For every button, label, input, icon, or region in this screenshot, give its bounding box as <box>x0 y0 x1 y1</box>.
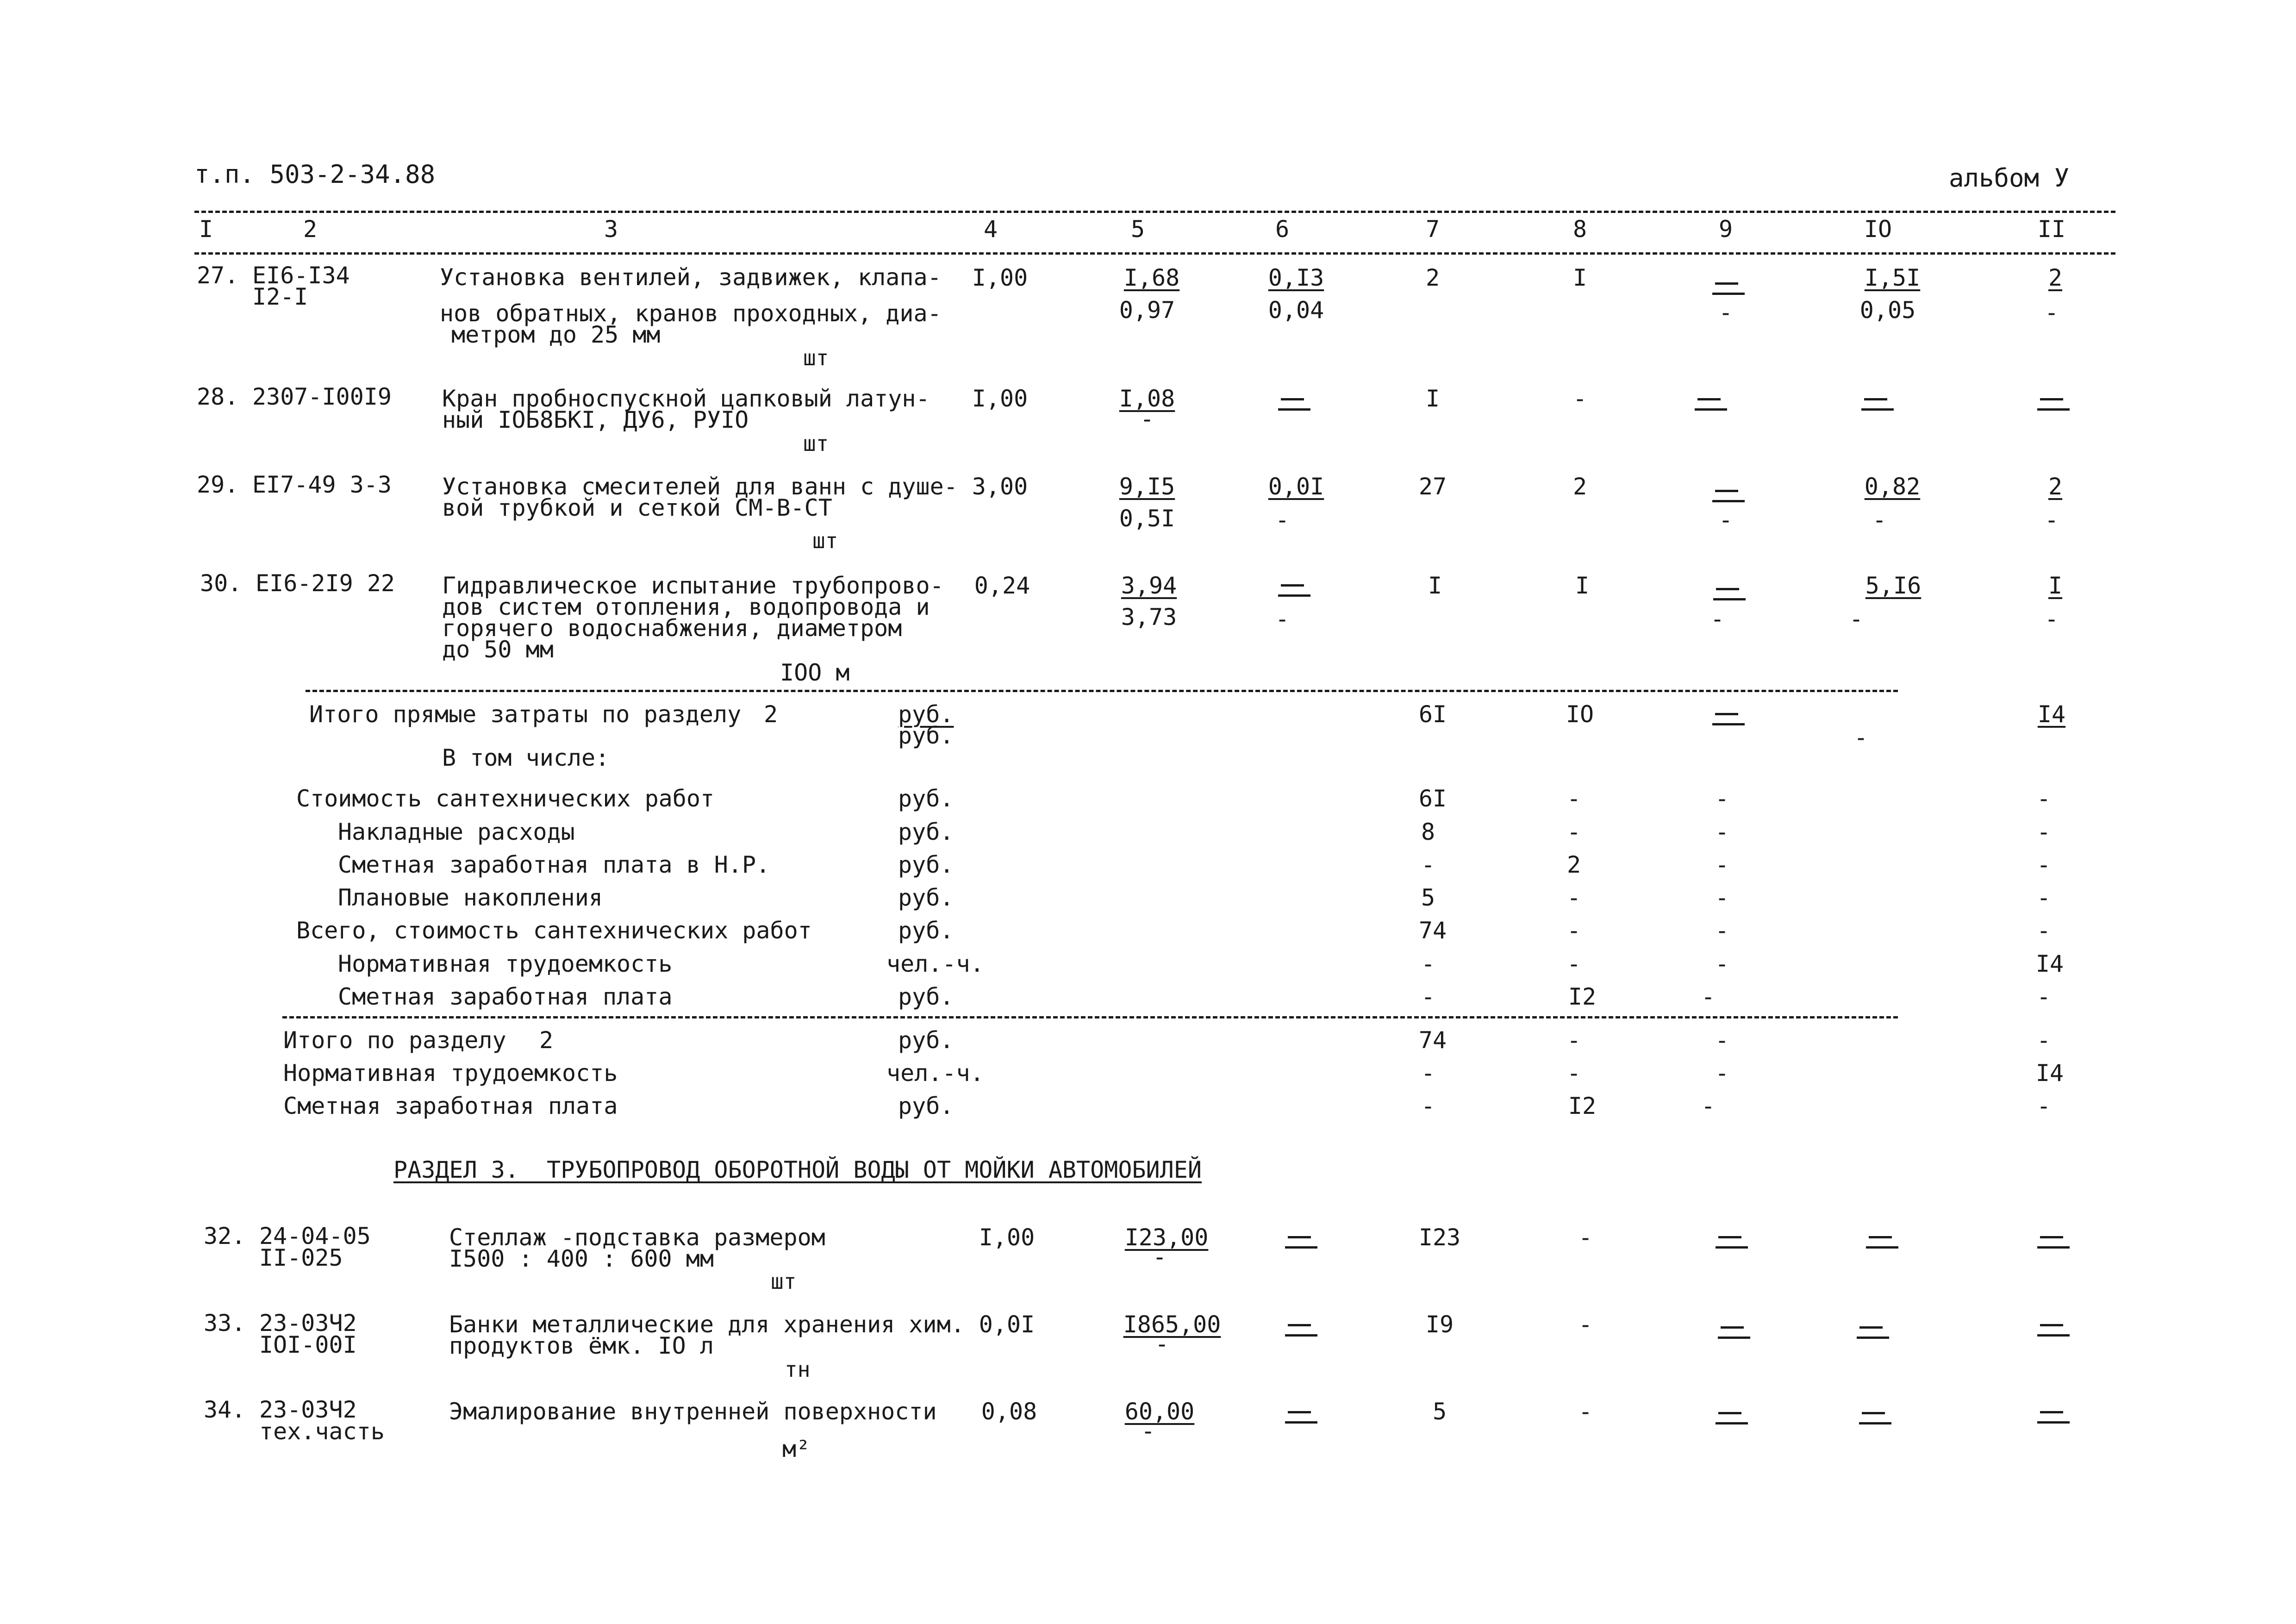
col-header: 6 <box>1275 216 1290 243</box>
empty-fraction <box>1692 398 1724 417</box>
total-wage: - <box>1566 818 1581 845</box>
empty-fraction <box>2034 1324 2067 1343</box>
cell-dash: - <box>1715 917 1729 944</box>
cell-dash: - <box>1715 1027 1729 1054</box>
row-number: 27. <box>197 262 239 289</box>
row-description: ный IOБ8БКI, ДУ6, РУIO <box>442 406 749 433</box>
unit-cost: I23,00 <box>1124 1224 1209 1251</box>
total-wage: - <box>1566 950 1581 977</box>
row-number: 29. <box>197 471 239 498</box>
cell-dash: - <box>1140 406 1154 432</box>
empty-fraction <box>1854 1326 1886 1345</box>
labor-machine: 0,05 <box>1859 297 1916 324</box>
item-label: Сметная заработная плата <box>283 1093 618 1119</box>
row-unit: шт <box>771 1269 797 1294</box>
row-description: нов обратных, кранов проходных, диа- <box>440 300 942 327</box>
row-code: EI7-49 3-3 <box>252 471 392 498</box>
cell-dash: - <box>1715 1060 1729 1087</box>
unit-cost: 9,I5 <box>1119 473 1175 500</box>
total-wage: - <box>1572 385 1587 412</box>
empty-fraction <box>1710 713 1742 731</box>
row-description: Установка вентилей, задвижек, клапа- <box>440 264 942 291</box>
total-wage: - <box>1566 1060 1581 1087</box>
quantity: I,00 <box>979 1224 1035 1251</box>
cell-dash: - <box>2044 606 2059 632</box>
cell-dash: - <box>1275 606 1290 632</box>
row-code: 23-03Ч2 <box>259 1310 357 1337</box>
total-cost: 6I <box>1418 785 1447 812</box>
machine-cost: 0,I3 <box>1268 264 1324 291</box>
unit-cost: I865,00 <box>1123 1311 1221 1338</box>
cell-dash: - <box>1141 1418 1155 1444</box>
total-cost: 8 <box>1421 818 1435 845</box>
total-wage: - <box>1566 785 1581 812</box>
labor-total: - <box>2036 851 2051 878</box>
row-description: Стеллаж -подставка размером <box>449 1224 825 1251</box>
item-label: Нормативная трудоемкость <box>338 950 673 977</box>
unit: руб. <box>898 851 954 878</box>
row-number: 34. <box>204 1396 246 1423</box>
total-wage: - <box>1566 1027 1581 1054</box>
row-description: метром до 25 мм <box>451 321 661 348</box>
cell-dash: - <box>1152 1243 1167 1270</box>
total-wage: - <box>1578 1398 1593 1425</box>
row-description: Банки металлические для хранения хим. <box>449 1311 965 1338</box>
empty-fraction <box>1713 1412 1745 1430</box>
row-description: Кран пробноспускной цапковый латун- <box>442 385 930 412</box>
unit-cost: 3,94 <box>1121 572 1177 599</box>
row-description: горячего водоснабжения, диаметром <box>442 615 902 642</box>
divider <box>306 690 1898 692</box>
total-cost: - <box>1421 1060 1435 1087</box>
labor: I,5I <box>1864 264 1921 291</box>
cell-dash: - <box>1853 724 1868 751</box>
total-cost: 74 <box>1418 1027 1447 1054</box>
unit-cost-wage: 0,97 <box>1119 297 1175 324</box>
unit-cost: I,68 <box>1123 264 1180 291</box>
row-code: IOI-00I <box>259 1331 357 1358</box>
total-cost: - <box>1421 1093 1435 1119</box>
cell-dash: - <box>1701 983 1716 1010</box>
cell-dash: - <box>1701 1093 1716 1119</box>
document-reference: т.п. 503-2-34.88 <box>194 160 436 189</box>
quantity: I,00 <box>972 264 1028 291</box>
unit: руб. <box>898 818 954 845</box>
total-wage: 2 <box>1572 473 1587 500</box>
quantity: 3,00 <box>972 473 1028 500</box>
item-label: Сметная заработная плата <box>338 983 673 1010</box>
unit-cost-wage: 3,73 <box>1121 604 1177 631</box>
labor-total: I4 <box>2035 1060 2064 1087</box>
item-label: Стоимость сантехнических работ <box>296 785 715 812</box>
unit: руб. <box>898 1093 954 1119</box>
empty-fraction <box>2034 1236 2067 1255</box>
album-label: альбом У <box>1949 163 2070 193</box>
labor-total: - <box>2036 1027 2051 1054</box>
total-wage: - <box>1578 1311 1593 1338</box>
row-description: дов систем отопления, водопровода и <box>442 593 930 620</box>
row-description: продуктов ёмк. IO л <box>449 1332 714 1359</box>
row-code: 2307-I00I9 <box>252 383 392 410</box>
empty-fraction <box>1282 1324 1315 1343</box>
row-unit: шт <box>803 431 829 456</box>
cell-dash: - <box>1718 299 1733 326</box>
cell-dash: - <box>1715 785 1729 812</box>
labor-total: - <box>2036 818 2051 845</box>
row-description: Эмалирование внутренней поверхности <box>449 1398 937 1425</box>
total-cost: I <box>1428 572 1442 599</box>
cell-dash: - <box>2044 506 2059 533</box>
unit: руб. <box>898 701 954 728</box>
empty-fraction <box>1275 584 1308 603</box>
row-code: тех.часть <box>259 1418 385 1445</box>
labor-total: - <box>2036 983 2051 1010</box>
divider <box>282 1016 1898 1018</box>
section-number: 2 <box>539 1027 554 1054</box>
total-cost: 2 <box>1425 264 1440 291</box>
row-code: 23-03Ч2 <box>259 1396 357 1423</box>
item-label: Накладные расходы <box>338 818 575 845</box>
total-cost: I23 <box>1418 1224 1461 1251</box>
empty-fraction <box>1715 1326 1747 1345</box>
cell-dash: - <box>1715 818 1729 845</box>
labor-total: - <box>2036 785 2051 812</box>
labor-total: - <box>2036 1093 2051 1119</box>
row-number: 28. <box>197 383 239 410</box>
section-title: РАЗДЕЛ 3. ТРУБОПРОВОД ОБОРОТНОЙ ВОДЫ ОТ МОЙКИ АВТОМОБИЛЕЙ <box>393 1156 1202 1183</box>
row-description: Установка смесителей для ванн с душе- <box>442 473 958 500</box>
labor-total: I <box>2048 572 2063 599</box>
row-code: EI6-2I9 22 <box>256 570 395 597</box>
labor-total: - <box>2036 917 2051 944</box>
total-wage: I <box>1572 264 1587 291</box>
col-header: 3 <box>604 216 618 243</box>
col-header: IO <box>1864 216 1892 243</box>
row-code: EI6-I34 <box>252 262 350 289</box>
total-wage: - <box>1566 884 1581 911</box>
row-number: 33. <box>204 1310 246 1337</box>
labor-total: - <box>2036 884 2051 911</box>
item-label: Всего, стоимость сантехнических работ <box>296 917 812 944</box>
row-unit: тн <box>785 1357 811 1382</box>
machine-cost: 0,0I <box>1268 473 1324 500</box>
empty-fraction <box>1710 588 1743 606</box>
empty-fraction <box>1282 1411 1315 1430</box>
including-label: В том числе: <box>442 744 610 771</box>
total-cost: 5 <box>1421 884 1435 911</box>
empty-fraction <box>1859 398 1891 417</box>
empty-fraction <box>2034 398 2067 417</box>
cell-dash: - <box>1710 606 1725 632</box>
row-description: вой трубкой и сеткой СМ-В-СТ <box>442 494 832 521</box>
row-unit: м² <box>782 1436 811 1462</box>
cell-dash: - <box>1718 506 1733 533</box>
cell-dash: - <box>1872 506 1887 533</box>
unit: руб. <box>898 917 954 944</box>
total-cost: I <box>1425 385 1440 412</box>
col-header: 2 <box>303 216 318 243</box>
row-description: I500 : 400 : 600 мм <box>449 1245 714 1272</box>
col-header: 4 <box>983 216 998 243</box>
empty-fraction <box>1710 282 1742 301</box>
total-wage: 2 <box>1566 851 1581 878</box>
empty-fraction <box>2034 1411 2067 1430</box>
total-wage: IO <box>1566 701 1594 728</box>
col-header: 7 <box>1425 216 1440 243</box>
total-cost: - <box>1421 851 1435 878</box>
total-wage: - <box>1566 917 1581 944</box>
quantity: 0,08 <box>981 1398 1037 1425</box>
unit: руб. <box>898 722 954 749</box>
labor: 0,82 <box>1864 473 1921 500</box>
row-number: 32. <box>204 1223 246 1249</box>
row-code: 24-04-05 <box>259 1223 371 1249</box>
total-cost: 74 <box>1418 917 1447 944</box>
labor-total: I4 <box>2035 950 2064 977</box>
empty-fraction <box>1713 1236 1745 1255</box>
unit: чел.-ч. <box>886 1060 984 1087</box>
total-wage: I2 <box>1568 983 1597 1010</box>
item-label: Сметная заработная плата в Н.Р. <box>338 851 770 878</box>
cell-dash: - <box>2044 299 2059 326</box>
quantity: I,00 <box>972 385 1028 412</box>
row-description: до 50 мм <box>442 636 554 663</box>
labor-total: 2 <box>2048 264 2063 291</box>
unit-cost: 60,00 <box>1124 1398 1195 1425</box>
quantity: 0,24 <box>974 572 1030 599</box>
col-header: 5 <box>1130 216 1145 243</box>
item-label: Плановые накопления <box>338 884 603 911</box>
total-cost: 6I <box>1418 701 1447 728</box>
empty-fraction <box>1863 1236 1896 1255</box>
cell-dash: - <box>1715 950 1729 977</box>
unit-cost: I,08 <box>1119 385 1175 412</box>
unit: руб. <box>898 884 954 911</box>
labor: 5,I6 <box>1865 572 1922 599</box>
unit: руб. <box>898 983 954 1010</box>
row-unit: шт <box>812 528 838 553</box>
empty-fraction <box>1282 1236 1315 1255</box>
labor-total: I4 <box>2037 701 2066 728</box>
item-label: Нормативная трудоемкость <box>283 1060 618 1087</box>
cell-dash: - <box>1275 506 1290 533</box>
empty-fraction <box>1275 398 1308 417</box>
row-code: II-025 <box>259 1244 343 1271</box>
empty-fraction <box>1710 490 1742 508</box>
total-cost: - <box>1421 983 1435 1010</box>
cell-dash: - <box>1154 1330 1169 1357</box>
total-wage: - <box>1578 1224 1593 1251</box>
total-wage: I2 <box>1568 1093 1597 1119</box>
total-cost: 27 <box>1418 473 1447 500</box>
labor-total: 2 <box>2048 473 2063 500</box>
total-cost: - <box>1421 950 1435 977</box>
total-label: Итого прямые затраты по разделу <box>309 701 742 728</box>
section-number: 2 <box>764 701 778 728</box>
col-header: I <box>199 216 213 243</box>
row-description: Гидравлическое испытание трубопрово- <box>442 572 944 599</box>
unit: руб. <box>898 1027 954 1054</box>
cell-dash: - <box>1715 884 1729 911</box>
divider <box>194 252 2115 255</box>
unit: руб. <box>898 785 954 812</box>
unit-cost-wage: 0,5I <box>1119 505 1175 532</box>
row-code: I2-I <box>252 283 308 310</box>
total-wage: I <box>1575 572 1590 599</box>
quantity: 0,0I <box>979 1311 1035 1338</box>
col-header: II <box>2037 216 2066 243</box>
unit: чел.-ч. <box>886 950 984 977</box>
row-unit: шт <box>803 345 829 370</box>
row-unit: IOO м <box>780 659 850 686</box>
row-number: 30. <box>200 570 242 597</box>
cell-dash: - <box>1715 851 1729 878</box>
item-label: Итого по разделу <box>283 1027 506 1054</box>
empty-fraction <box>1856 1412 1889 1430</box>
col-header: 9 <box>1718 216 1733 243</box>
divider <box>194 211 2115 213</box>
machine-wage: 0,04 <box>1268 297 1324 324</box>
total-cost: I9 <box>1425 1311 1454 1338</box>
col-header: 8 <box>1572 216 1587 243</box>
cell-dash: - <box>1849 606 1864 632</box>
total-cost: 5 <box>1432 1398 1447 1425</box>
